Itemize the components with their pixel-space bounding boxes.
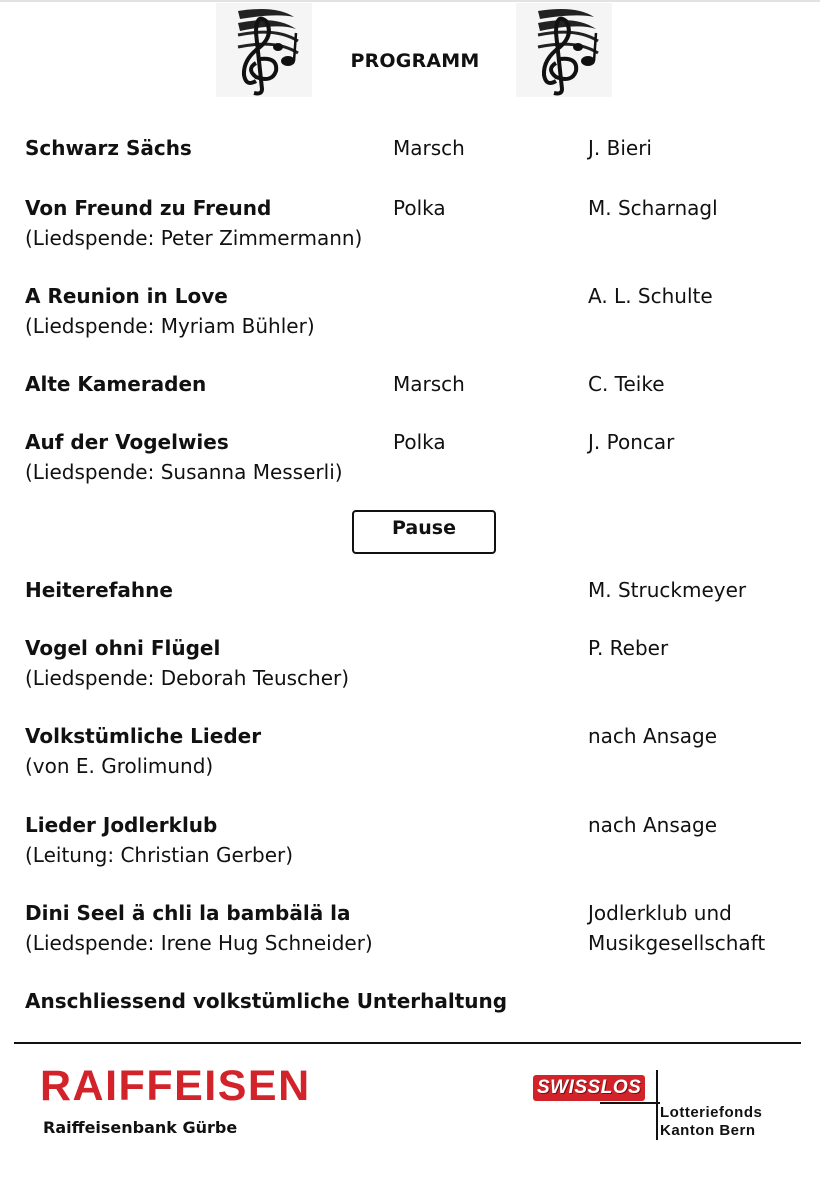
piece-title: Von Freund zu Freund [25, 196, 272, 220]
piece-composer: A. L. Schulte [588, 284, 713, 308]
piece-genre: Marsch [393, 136, 465, 160]
swisslos-logo [533, 1075, 645, 1101]
piece-genre: Polka [393, 196, 446, 220]
piece-composer-line2: Musikgesellschaft [588, 931, 766, 955]
pause-box [352, 510, 496, 554]
program-item [25, 282, 805, 346]
raiffeisen-bank-name: Raiffeisenbank Gürbe [43, 1118, 238, 1137]
piece-composer: C. Teike [588, 372, 665, 396]
piece-composer: nach Ansage [588, 813, 717, 837]
piece-title: Volkstümliche Lieder [25, 724, 262, 748]
program-item [25, 134, 805, 198]
program-item [25, 370, 805, 434]
piece-composer: nach Ansage [588, 724, 717, 748]
raiffeisen-logo: RAIFFEISEN [40, 1062, 311, 1110]
piece-note: (Liedspende: Peter Zimmermann) [25, 226, 363, 250]
piece-title: Alte Kameraden [25, 372, 207, 396]
lotto-logo-line [656, 1070, 658, 1140]
piece-note: (Liedspende: Myriam Bühler) [25, 314, 315, 338]
piece-composer: J. Bieri [588, 136, 652, 160]
top-border [0, 0, 820, 2]
footer-divider [14, 1042, 801, 1044]
piece-composer: Jodlerklub und [588, 901, 732, 925]
closing-line: Anschliessend volkstümliche Unterhaltung [25, 989, 508, 1013]
program-item [25, 634, 805, 698]
piece-title: A Reunion in Love [25, 284, 228, 308]
piece-note: (Liedspende: Susanna Messerli) [25, 460, 343, 484]
program-item [25, 722, 805, 786]
treble-clef-icon [216, 3, 312, 97]
program-item [25, 899, 805, 963]
piece-title: Auf der Vogelwies [25, 430, 229, 454]
piece-composer: M. Scharnagl [588, 196, 718, 220]
swisslos-logo-text: SWISSLOS [537, 1077, 642, 1098]
piece-note: (Liedspende: Irene Hug Schneider) [25, 931, 373, 955]
piece-composer: J. Poncar [588, 430, 675, 454]
piece-genre: Marsch [393, 372, 465, 396]
treble-clef-icon [516, 3, 612, 97]
lotto-logo-line [600, 1102, 660, 1104]
piece-title: Heiterefahne [25, 578, 173, 602]
kanton-bern-label: Kanton Bern [660, 1122, 756, 1139]
lotteriefonds-label: Lotteriefonds [660, 1104, 763, 1121]
piece-composer: M. Struckmeyer [588, 578, 747, 602]
piece-note: (Liedspende: Deborah Teuscher) [25, 666, 350, 690]
program-item [25, 811, 805, 875]
pause-label: Pause [392, 517, 456, 539]
program-item [25, 576, 805, 640]
page-title: PROGRAMM [350, 50, 480, 72]
piece-title: Lieder Jodlerklub [25, 813, 218, 837]
piece-title: Dini Seel ä chli la bambälä la [25, 901, 351, 925]
piece-composer: P. Reber [588, 636, 669, 660]
piece-note: (Leitung: Christian Gerber) [25, 843, 294, 867]
program-item [25, 428, 805, 492]
piece-title: Vogel ohni Flügel [25, 636, 221, 660]
piece-note: (von E. Grolimund) [25, 754, 214, 778]
piece-title: Schwarz Sächs [25, 136, 192, 160]
piece-genre: Polka [393, 430, 446, 454]
program-item [25, 194, 805, 258]
